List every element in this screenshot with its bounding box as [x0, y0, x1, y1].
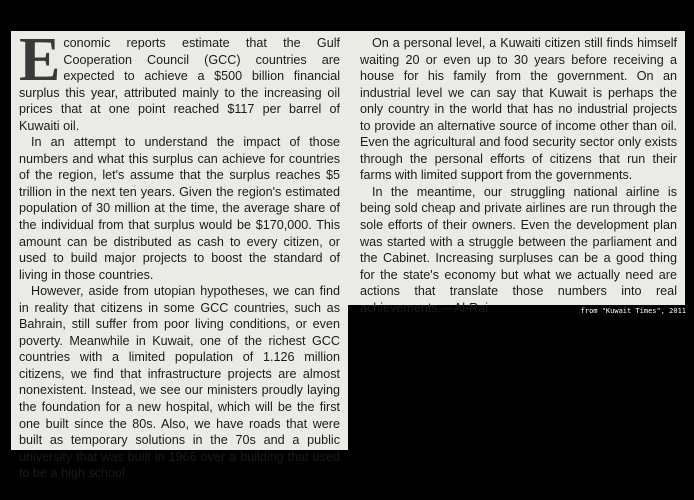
- article-paragraph-3: However, aside from utopian hypotheses, we can find in reality that citizens in some GCC countries, such as Bahrain, still suffer from poor living conditions, or even poverty. Meanwhile in Kuwait, one of the richest GCC countries with a limited population of 1.126 million citizens, we find that infrastructure projects are almost nonexistent. Instead, we see our ministers proudly laying the foundation for a new hospital, which will be the first one built since the 80s. Also, we have roads that were built as temporary solutions in the 70s and a public university that was built in 1966 over a building that used to be a high school.: [19, 284, 340, 481]
- article-paragraph-4: On a personal level, a Kuwaiti citizen still finds himself waiting 20 or even up to 30 years before receiving a house for his family from the government. On an industrial level we can say that Kuwait is perhaps the only country in the world that has no industrial projects to provide an alternative source of income other than oil. Even the agricultural and food security sector only exists through the personal efforts of citizens that run their farms with limited support from the governments.: [360, 36, 677, 183]
- newspaper-clipping-left-column: [11, 26, 348, 481]
- article-paragraph-5: In the meantime, our struggling national airline is being sold cheap and private airlines are run through the sole efforts of their owners. Even the development plan was started with a struggle between the parliament and the Cabinet. Increasing surpluses can be a good thing for the state's economy but what we actually need are actions that translate those numbers into real achievements.—Al-Rai: [360, 184, 677, 315]
- source-credit: from "Kuwait Times", 2011: [580, 307, 686, 315]
- article-paragraph-1: [19, 26, 340, 134]
- drop-cap-letter: E: [19, 26, 61, 94]
- article-paragraph-2: In an attempt to understand the impact of those numbers and what this surplus can achieve for countries of the region, let's assume that the surplus reaches $5 trillion in the next ten years. Given the region's estimated population of 30 million at the time, the average share of the individual from that surplus would be $170,000. This amount can be distributed as cash to every citizen, or used to build major projects to boost the standard of living in those countries.: [19, 135, 340, 282]
- article-paragraph-1-text: conomic reports estimate that the Gulf Cooperation Council (GCC) countries are expected to achieve a $500 billion financial surplus this year, attributed mainly to the increasing oil prices that at one point reached $117 per barrel of Kuwaiti oil.: [19, 36, 340, 133]
